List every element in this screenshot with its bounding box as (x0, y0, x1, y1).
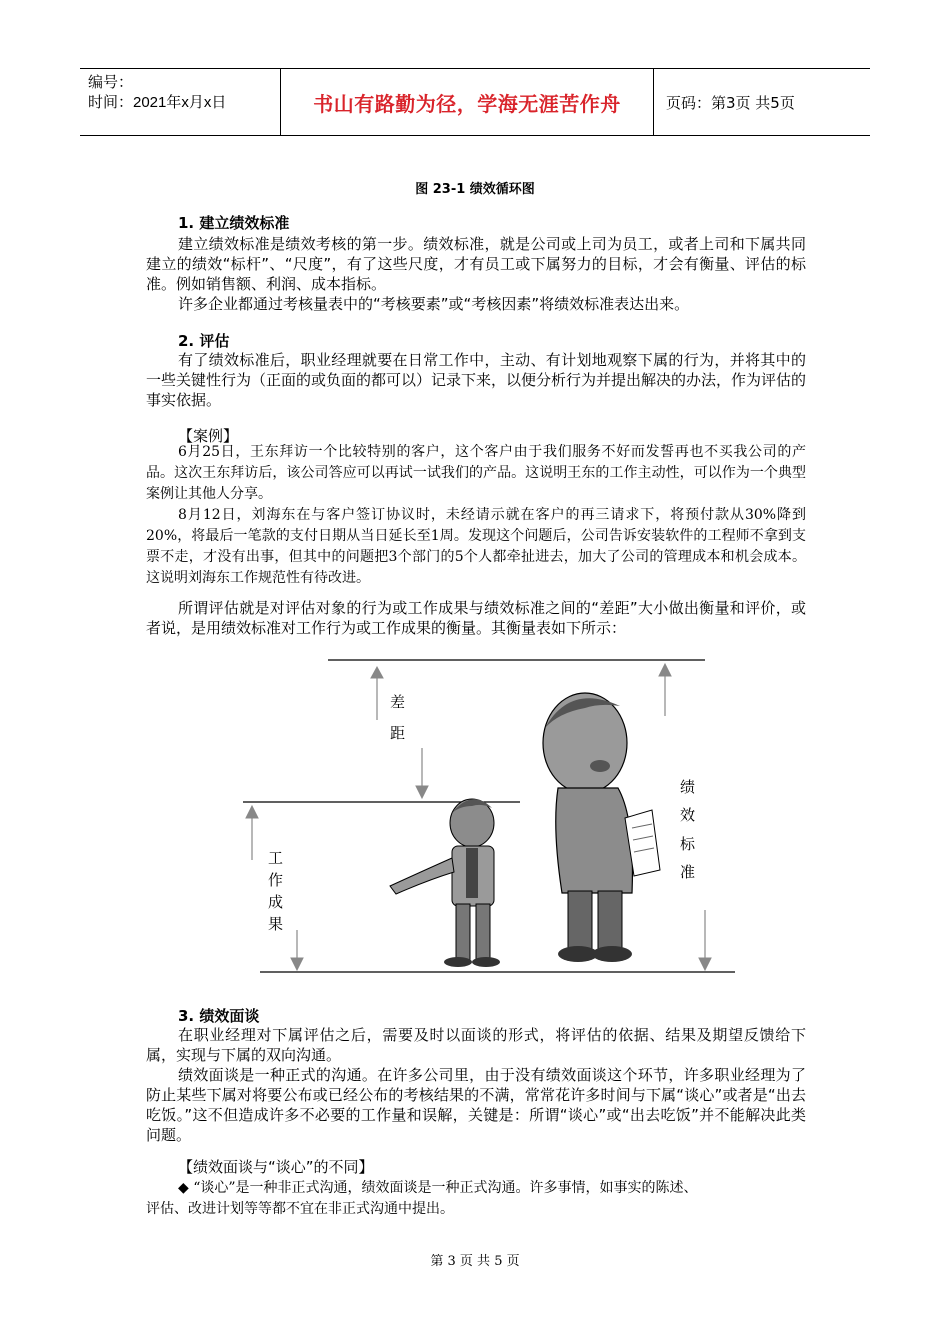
gap-up-arrow (371, 667, 383, 720)
small-man-illustration (390, 799, 500, 967)
result-up-arrow (246, 806, 258, 860)
standard-down-arrow (699, 910, 711, 970)
section2-title: 2. 评估 (178, 332, 230, 350)
big-man-illustration (543, 693, 660, 962)
standard-label-4: 准 (680, 863, 696, 881)
header-meta (80, 69, 280, 135)
section2-paragraph2: 所谓评估就是对评估对象的行为或工作成果与绩效标准之间的“差距”大小做出衡量和评价，或者说，是用绩效标准对工作行为或工作成果的衡量。其衡量表如下所示： (146, 599, 806, 637)
result-label-4: 果 (268, 915, 284, 933)
header-motto: 书山有路勤为径，学海无涯苦作舟 (280, 69, 654, 135)
standard-label-2: 效 (680, 806, 696, 824)
section2-paragraph1: 有了绩效标准后，职业经理就要在日常工作中，主动、有计划地观察下属的行为，并将其中的一些关键性行为（正面的或负面的都可以）记录下来，以便分析行为并提出解决的办法，作为评估的事实依据。 (146, 351, 807, 409)
evaluation-gap-diagram (240, 648, 750, 983)
section3-paragraph1: 在职业经理对下属评估之后，需要及时以面谈的形式，将评估的依据、结果及期望反馈给下属，实现与下属的双向沟通。 (146, 1026, 806, 1064)
result-down-arrow (291, 930, 303, 970)
section3-title: 3. 绩效面谈 (178, 1007, 260, 1025)
bullet1-line1: ◆ “谈心”是一种非正式沟通，绩效面谈是一种正式沟通。许多事情，如事实的陈述、 (178, 1180, 698, 1196)
standard-label-1: 绩 (680, 778, 696, 796)
section1-paragraph1: 建立绩效标准是绩效考核的第一步。绩效标准，就是公司或上司为员工，或者上司和下属共同建立的绩效“标杆”、“尺度”，有了这些尺度，才有员工或下属努力的目标，才会有衡量、评估的标准。例如销售额、利润、成本指标。 (146, 235, 806, 293)
gap-label-1: 差 (390, 693, 406, 711)
case-title: 【案例】 (178, 427, 239, 445)
case1-paragraph: 6月25日，王东拜访一个比较特别的客户，这个客户由于我们服务不好而发誓再也不买我公司的产品。这次王东拜访后，该公司答应可以再试一试我们的产品。这说明王东的工作主动性，可以作为一个典型案例让其他人分享。 (146, 444, 806, 502)
gap-label-2: 距 (390, 724, 406, 742)
result-label-1: 工 (268, 849, 284, 867)
standard-label-3: 标 (680, 835, 696, 853)
gap-down-arrow (416, 748, 428, 798)
figure-caption: 图 23-1 绩效循环图 (415, 182, 535, 197)
section3-paragraph2: 绩效面谈是一种正式的沟通。在许多公司里，由于没有绩效面谈这个环节，许多职业经理为了防止某些下属对将要公布或已经公布的考核结果的不满，常常花许多时间与下属“谈心”或者是“出去吃饭。”这不但造成许多不必要的工作量和误解，关键是：所谓“谈心”或“出去吃饭”并不能解决此类问题。 (146, 1066, 806, 1144)
header-page-info: 页码：第3页 共5页 (666, 93, 795, 112)
section1-title: 1. 建立绩效标准 (178, 214, 290, 232)
case2-paragraph: 8月12日，刘海东在与客户签订协议时，未经请示就在客户的再三请求下，将预付款从30%降到20%，将最后一笔款的支付日期从当日延长至1周。发现这个问题后，公司告诉安装软件的工程师不拿到支票不走，才没有出事，但其中的问题把3个部门的5个人都牵扯进去，加大了公司的管理成本和机会成本。这说明刘海东工作规范性有待改进。 (146, 507, 806, 586)
result-label-3: 成 (268, 893, 284, 911)
page-footer: 第 3 页 共 5 页 (430, 1254, 520, 1269)
section3-subtitle: 【绩效面谈与“谈心”的不同】 (178, 1158, 374, 1176)
page-header (80, 68, 870, 136)
time-label: 时间：2021年x月x日 (88, 94, 227, 111)
number-label: 编号： (88, 74, 134, 91)
standard-up-arrow (659, 664, 671, 716)
bullet1-line2: 评估、改进计划等等都不宜在非正式沟通中提出。 (146, 1201, 454, 1217)
result-label-2: 作 (268, 871, 284, 889)
section1-paragraph2: 许多企业都通过考核量表中的“考核要素”或“考核因素”将绩效标准表达出来。 (178, 295, 690, 313)
